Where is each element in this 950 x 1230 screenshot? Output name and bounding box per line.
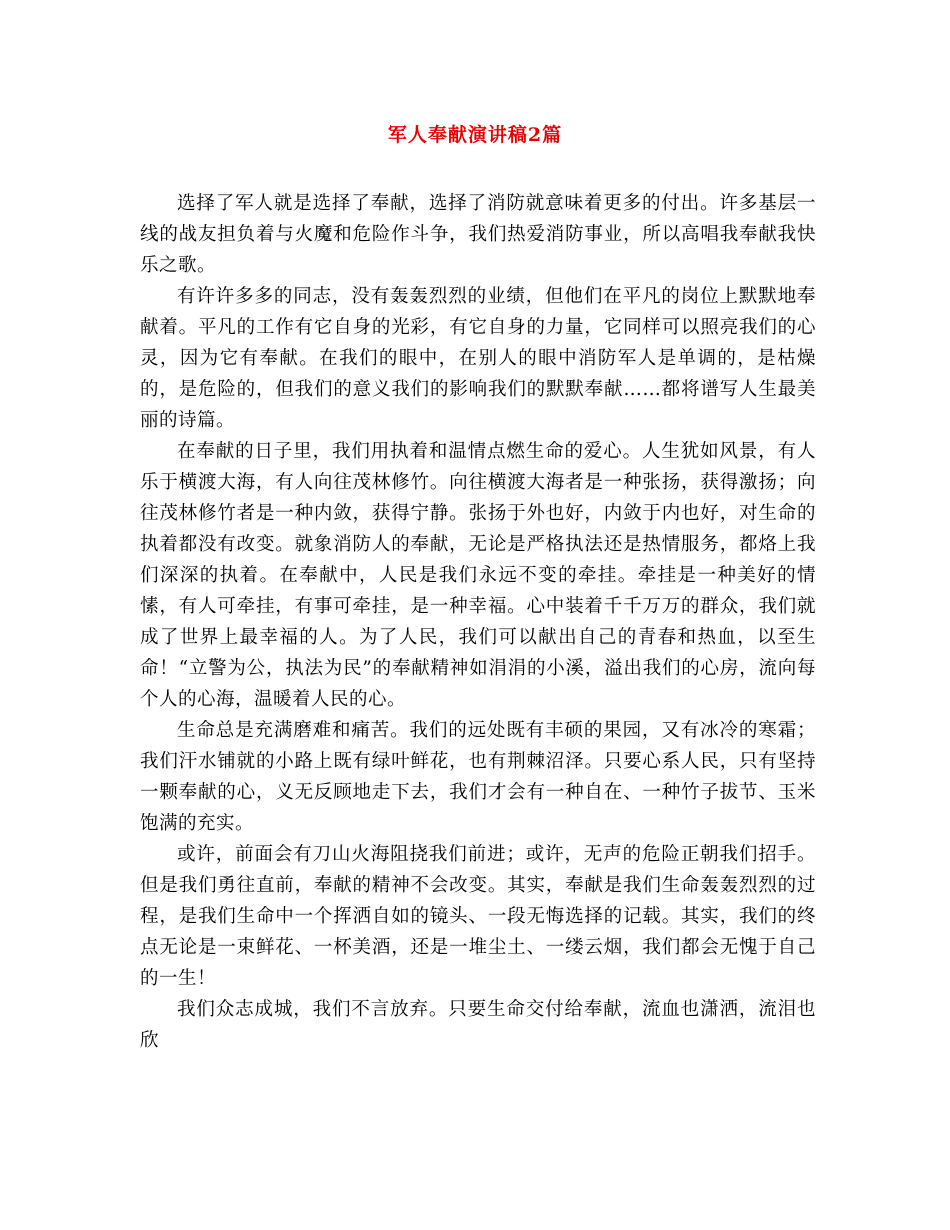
document-body xyxy=(140,188,816,1056)
paragraph-5: 或许，前面会有刀山火海阻挠我们前进；或许，无声的危险正朝我们招手。但是我们勇往直前，奉献的精神不会改变。其实，奉献是我们生命轰轰烈烈的过程，是我们生命中一个挥洒自如的镜头、一段无悔选择的记载。其实，我们的终点无论是一束鲜花、一杯美酒，还是一堆尘土、一缕云烟，我们都会无愧于自己的一生！ xyxy=(140,844,816,989)
paragraph-6: 我们众志成城，我们不言放弃。只要生命交付给奉献，流血也潇洒，流泪也欣 xyxy=(140,999,816,1051)
paragraph-3: 在奉献的日子里，我们用执着和温情点燃生命的爱心。人生犹如风景，有人乐于横渡大海，有人向往茂林修竹。向往横渡大海者是一种张扬，获得激扬；向往茂林修竹者是一种内敛，获得宁静。张扬于外也好，内敛于内也好，对生命的执着都没有改变。就象消防人的奉献，无论是严格执法还是热情服务，都烙上我们深深的执着。在奉献中，人民是我们永远不变的牵挂。牵挂是一种美好的情愫，有人可牵挂，有事可牵挂，是一种幸福。心中装着千千万万的群众，我们就成了世界上最幸福的人。为了人民，我们可以献出自己的青春和热血，以至生命！“立警为公，执法为民”的奉献精神如涓涓的小溪，溢出我们的心房，流向每个人的心海，温暖着人民的心。 xyxy=(140,441,816,710)
paragraph-2: 有许许多多的同志，没有轰轰烈烈的业绩，但他们在平凡的岗位上默默地奉献着。平凡的工作有它自身的光彩，有它自身的力量，它同样可以照亮我们的心灵，因为它有奉献。在我们的眼中，在别人的眼中消防军人是单调的，是枯燥的，是危险的，但我们的意义我们的影响我们的默默奉献……都将谱写人生最美丽的诗篇。 xyxy=(140,286,816,431)
page-title: 军人奉献演讲稿2篇 xyxy=(387,124,563,146)
paragraph-4: 生命总是充满磨难和痛苦。我们的远处既有丰硕的果园，又有冰冷的寒霜；我们汗水铺就的小路上既有绿叶鲜花，也有荆棘沼泽。只要心系人民，只有坚持一颗奉献的心，义无反顾地走下去，我们才会有一种自在、一种竹子拔节、玉米饱满的充实。 xyxy=(140,720,816,834)
paragraph-1: 选择了军人就是选择了奉献，选择了消防就意味着更多的付出。许多基层一线的战友担负着与火魔和危险作斗争，我们热爱消防事业，所以高唱我奉献我快乐之歌。 xyxy=(140,193,816,276)
